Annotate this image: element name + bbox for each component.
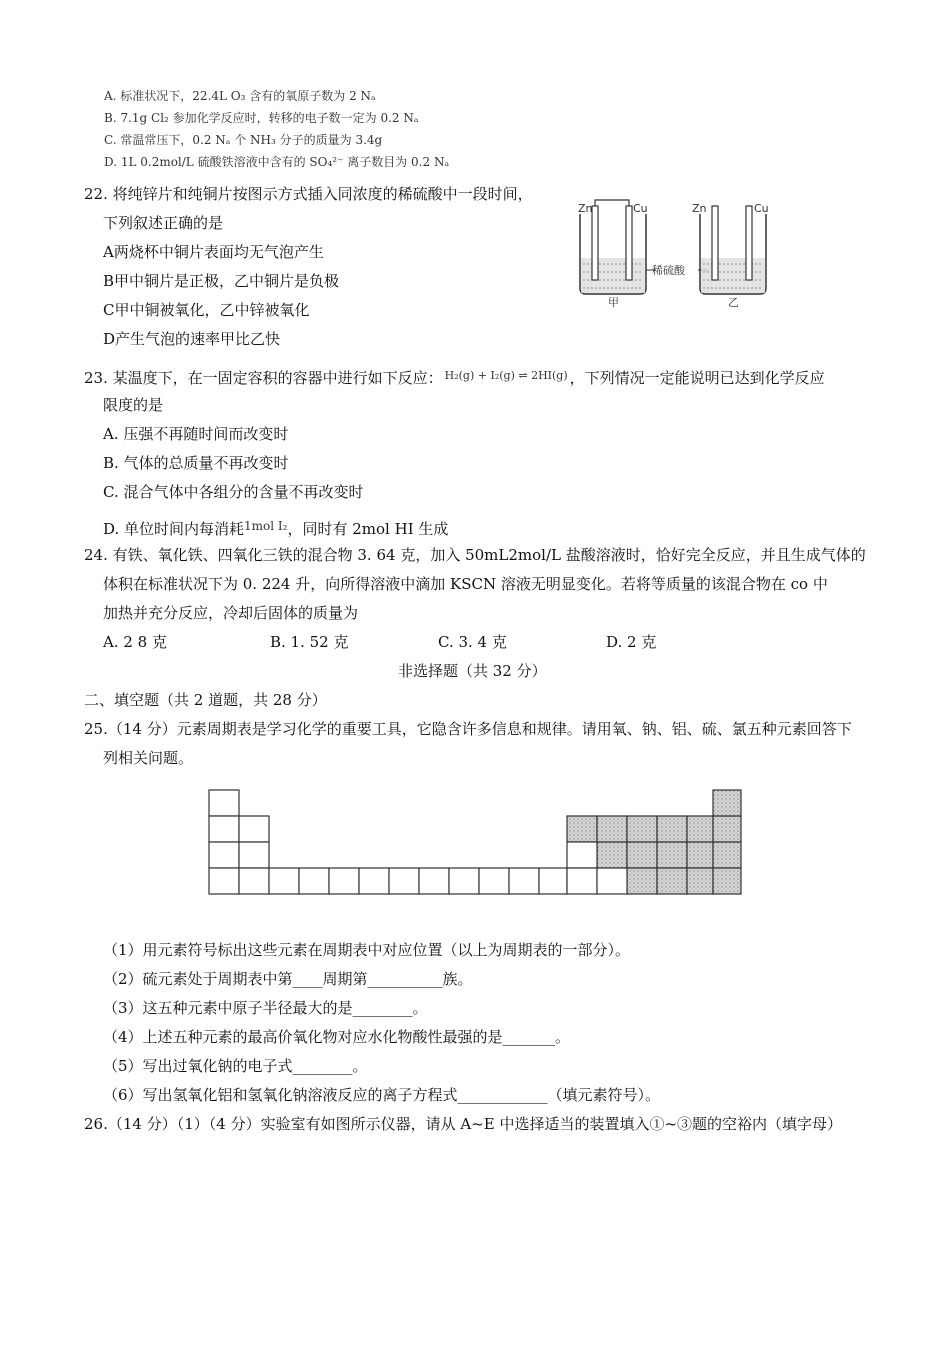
beaker-jia xyxy=(578,200,648,309)
yi-label: 乙 xyxy=(728,296,739,309)
q24-option-a: A. 2 8 克 xyxy=(103,633,167,651)
q25-sub-3: （3）这五种元素中原子半径最大的是________。 xyxy=(103,999,428,1017)
q22-option-d: D产生气泡的速率甲比乙快 xyxy=(103,330,281,348)
jia-label: 甲 xyxy=(608,296,619,309)
q23-equation: H₂(g) + I₂(g) ⇌ 2HI(g) xyxy=(444,369,568,382)
q25-sub-6: （6）写出氢氧化铝和氢氧化钠溶液反应的离子方程式____________（填元素符号）。 xyxy=(103,1086,661,1104)
q21-option-c: C. 常温常压下，0.2 Nₐ 个 NH₃ 分子的质量为 3.4g xyxy=(104,133,383,147)
part2-title: 二、填空题（共 2 道题，共 28 分） xyxy=(84,691,327,709)
q22-option-a: A两烧杯中铜片表面均无气泡产生 xyxy=(103,243,324,261)
beaker-yi xyxy=(692,202,769,309)
periodic-table-grid xyxy=(205,786,745,898)
q25-sub-5: （5）写出过氧化钠的电子式________。 xyxy=(103,1057,368,1075)
yi-zn-label: Zn xyxy=(692,202,707,215)
q24-option-d: D. 2 克 xyxy=(606,633,657,651)
q23-stem-pre: 23. 某温度下，在一固定容积的容器中进行如下反应： xyxy=(84,369,443,387)
q23-option-d xyxy=(103,516,448,539)
q23-stem-cont: 限度的是 xyxy=(103,396,164,414)
galvanic-cell-figure xyxy=(570,196,785,314)
q24-line-2: 体积在标准状况下为 0. 224 升，向所得溶液中滴加 KSCN 溶液无明显变化。若将等质量的该混合物在 co 中 xyxy=(103,575,828,593)
q25-line-2: 列相关问题。 xyxy=(103,749,194,767)
q23-option-d-pre: D. 单位时间内每消耗 xyxy=(103,520,245,538)
q26-line-1: 26.（14 分）（1）（4 分）实验室有如图所示仪器，请从 A~E 中选择适当的装置填入①~③题的空裕内（填字母） xyxy=(84,1115,843,1133)
q23-option-d-formula: 1mol I₂ xyxy=(244,519,288,533)
q24-option-b: B. 1. 52 克 xyxy=(270,633,349,651)
acid-label: 稀硫酸 xyxy=(652,264,685,277)
jia-zn-label: Zn xyxy=(578,202,593,215)
q22-stem: 22. 将纯锌片和纯铜片按图示方式插入同浓度的稀硫酸中一段时间， xyxy=(84,185,533,203)
yi-cu-label: Cu xyxy=(754,202,769,215)
q23-option-a: A. 压强不再随时间而改变时 xyxy=(103,425,289,443)
q21-option-a: A. 标准状况下，22.4L O₃ 含有的氧原子数为 2 Nₐ xyxy=(104,89,376,103)
q25-line-1: 25.（14 分）元素周期表是学习化学的重要工具，它隐含许多信息和规律。请用氧、钠、铝、硫、氯五种元素回答下 xyxy=(84,720,852,738)
q21-option-b: B. 7.1g Cl₂ 参加化学反应时，转移的电子数一定为 0.2 Nₐ xyxy=(104,111,419,125)
q23-stem xyxy=(84,366,825,388)
q23-option-d-post: ，同时有 2mol HI 生成 xyxy=(287,520,449,538)
q23-option-c: C. 混合气体中各组分的含量不再改变时 xyxy=(103,483,364,501)
q24-option-c: C. 3. 4 克 xyxy=(438,633,507,651)
q25-sub-1: （1）用元素符号标出这些元素在周期表中对应位置（以上为周期表的一部分）。 xyxy=(103,941,631,959)
q22-stem-cont: 下列叙述正确的是 xyxy=(103,214,224,232)
section-title: 非选择题（共 32 分） xyxy=(398,662,547,680)
q25-sub-4: （4）上述五种元素的最高价氧化物对应水化物酸性最强的是_______。 xyxy=(103,1028,571,1046)
q22-option-c: C甲中铜被氧化，乙中锌被氧化 xyxy=(103,301,310,319)
jia-cu-label: Cu xyxy=(633,202,648,215)
q23-stem-post: ，下列情况一定能说明已达到化学反应 xyxy=(569,369,825,387)
q24-line-3: 加热并充分反应，冷却后固体的质量为 xyxy=(103,604,359,622)
q23-option-b: B. 气体的总质量不再改变时 xyxy=(103,454,289,472)
q25-sub-2: （2）硫元素处于周期表中第____周期第__________族。 xyxy=(103,970,473,988)
q22-option-b: B甲中铜片是正极，乙中铜片是负极 xyxy=(103,272,340,290)
q21-option-d: D. 1L 0.2mol/L 硫酸铁溶液中含有的 SO₄²⁻ 离子数目为 0.2 Nₐ xyxy=(104,155,450,169)
q24-line-1: 24. 有铁、氧化铁、四氧化三铁的混合物 3. 64 克，加入 50mL2mol/L 盐酸溶液时，恰好完全反应，并且生成气体的 xyxy=(84,546,866,564)
